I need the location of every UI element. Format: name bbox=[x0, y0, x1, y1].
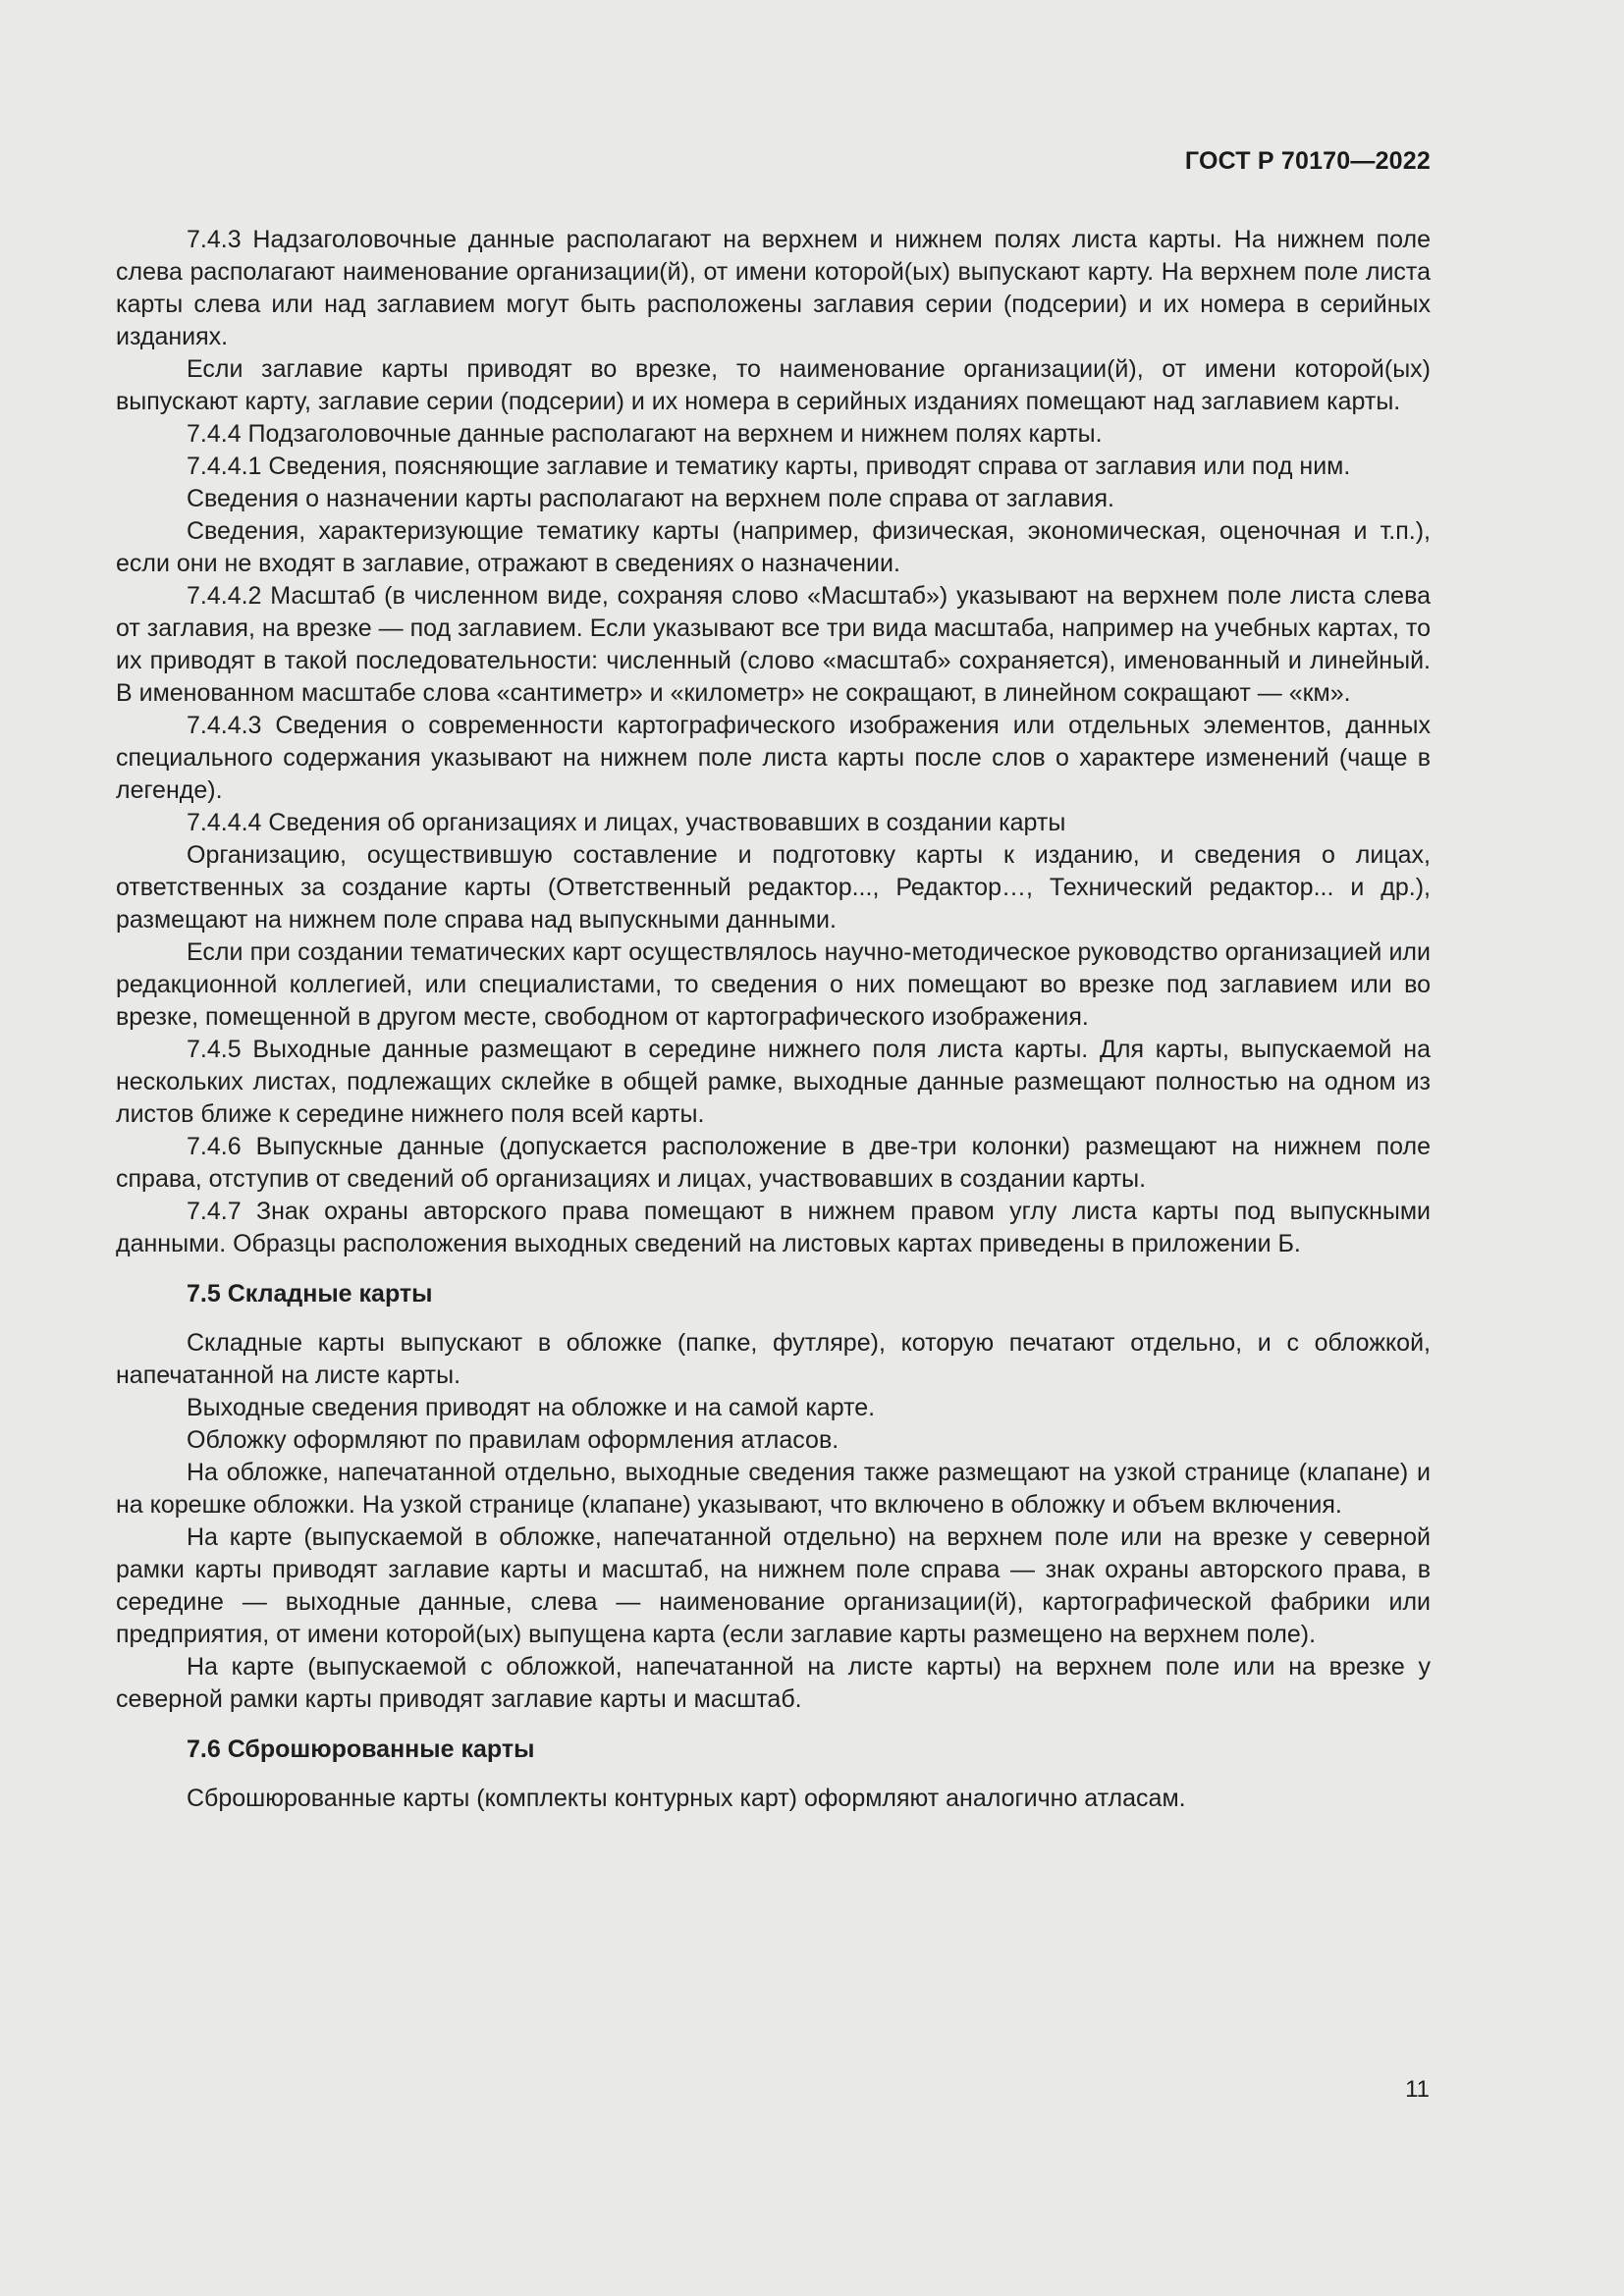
paragraph: 7.4.4.1 Сведения, поясняющие заглавие и тематику карты, приводят справа от заглавия или под ним. bbox=[187, 453, 1351, 480]
body-text bbox=[116, 224, 1431, 1815]
paragraph: Обложку оформляют по правилам оформления атласов. bbox=[187, 1426, 839, 1454]
paragraph: 7.4.4.2 Масштаб (в численном виде, сохраняя слово «Масштаб») указывают на верхнем поле листа слева от заглавия, на врезке — под заглавием. Если указывают все три вида масштаба, например на учебных картах, то их приводят в такой последовательности: численный (слово «масштаб» сохраняется), именованный и линейный. В именованном масштабе слова «сантиметр» и «километр» не сокращают, в линейном сокращают — «км». bbox=[116, 582, 1431, 707]
paragraph: 7.4.4.3 Сведения о современности картографического изображения или отдельных элементов, данных специального содержания указывают на нижнем поле листа карты после слов о характере изменений (чаще в легенде). bbox=[116, 712, 1431, 804]
section-heading: 7.5 Складные карты bbox=[187, 1280, 433, 1308]
paragraph: Выходные сведения приводят на обложке и на самой карте. bbox=[187, 1394, 876, 1421]
paragraph: Если заглавие карты приводят во врезке, то наименование организации(й), от имени которой(ых) выпускают карту, заглавие серии (подсерии) и их номера в серийных изданиях помещают над заглавием карты. bbox=[116, 355, 1431, 415]
paragraph: Складные карты выпускают в обложке (папке, футляре), которую печатают отдельно, и с обложкой, напечатанной на листе карты. bbox=[116, 1329, 1431, 1389]
paragraph: Если при создании тематических карт осуществлялось научно-методическое руководство организацией или редакционной коллегией, или специалистами, то сведения о них помещают во врезке под заглавием или во врезке, помещенной в другом месте, свободном от картографического изображения. bbox=[116, 938, 1431, 1031]
paragraph: Сведения о назначении карты располагают на верхнем поле справа от заглавия. bbox=[187, 485, 1114, 512]
paragraph: На карте (выпускаемой с обложкой, напечатанной на листе карты) на верхнем поле или на врезке у северной рамки карты приводят заглавие карты и масштаб. bbox=[116, 1653, 1431, 1713]
paragraph: 7.4.7 Знак охраны авторского права помещают в нижнем правом углу листа карты под выпускными данными. Образцы расположения выходных сведений на листовых картах приведены в приложении Б. bbox=[116, 1198, 1431, 1257]
paragraph: 7.4.4 Подзаголовочные данные располагают на верхнем и нижнем полях карты. bbox=[187, 420, 1103, 448]
document-id-header: ГОСТ Р 70170—2022 bbox=[1184, 147, 1431, 175]
paragraph: 7.4.4.4 Сведения об организациях и лицах, участвовавших в создании карты bbox=[187, 809, 1066, 836]
paragraph: На обложке, напечатанной отдельно, выходные сведения также размещают на узкой странице (клапане) и на корешке обложки. На узкой странице (клапане) указывают, что включено в обложку и объем включения. bbox=[116, 1459, 1431, 1519]
paragraph: 7.4.3 Надзаголовочные данные располагают на верхнем и нижнем полях листа карты. На нижнем поле слева располагают наименование организации(й), от имени которой(ых) выпускают карту. На верхнем поле листа карты слева или над заглавием могут быть расположены заглавия серии (подсерии) и их номера в серийных изданиях. bbox=[116, 226, 1431, 350]
paragraph: На карте (выпускаемой в обложке, напечатанной отдельно) на верхнем поле или на врезке у северной рамки карты приводят заглавие карты и масштаб, на нижнем поле справа — знак охраны авторского права, в середине — выходные данные, слева — наименование организации(й), картографической фабрики или предприятия, от имени которой(ых) выпущена карта (если заглавие карты размещено на верхнем поле). bbox=[116, 1523, 1431, 1648]
page-number: 11 bbox=[1405, 2076, 1430, 2103]
paragraph: Сброшюрованные карты (комплекты контурных карт) оформляют аналогично атласам. bbox=[187, 1785, 1186, 1812]
paragraph: Сведения, характеризующие тематику карты (например, физическая, экономическая, оценочная и т.п.), если они не входят в заглавие, отражают в сведениях о назначении. bbox=[116, 517, 1431, 577]
paragraph: 7.4.6 Выпускные данные (допускается расположение в две-три колонки) размещают на нижнем поле справа, отступив от сведений об организациях и лицах, участвовавших в создании карты. bbox=[116, 1133, 1431, 1193]
section-heading: 7.6 Сброшюрованные карты bbox=[187, 1735, 535, 1763]
paragraph: Организацию, осуществившую составление и подготовку карты к изданию, и сведения о лицах, ответственных за создание карты (Ответственный редактор..., Редактор…, Технический редактор... и др.), размещают на нижнем поле справа над выпускными данными. bbox=[116, 841, 1431, 934]
paragraph: 7.4.5 Выходные данные размещают в середине нижнего поля листа карты. Для карты, выпускаемой на нескольких листах, подлежащих склейке в общей рамке, выходные данные размещают полностью на одном из листов ближе к середине нижнего поля всей карты. bbox=[116, 1036, 1431, 1128]
